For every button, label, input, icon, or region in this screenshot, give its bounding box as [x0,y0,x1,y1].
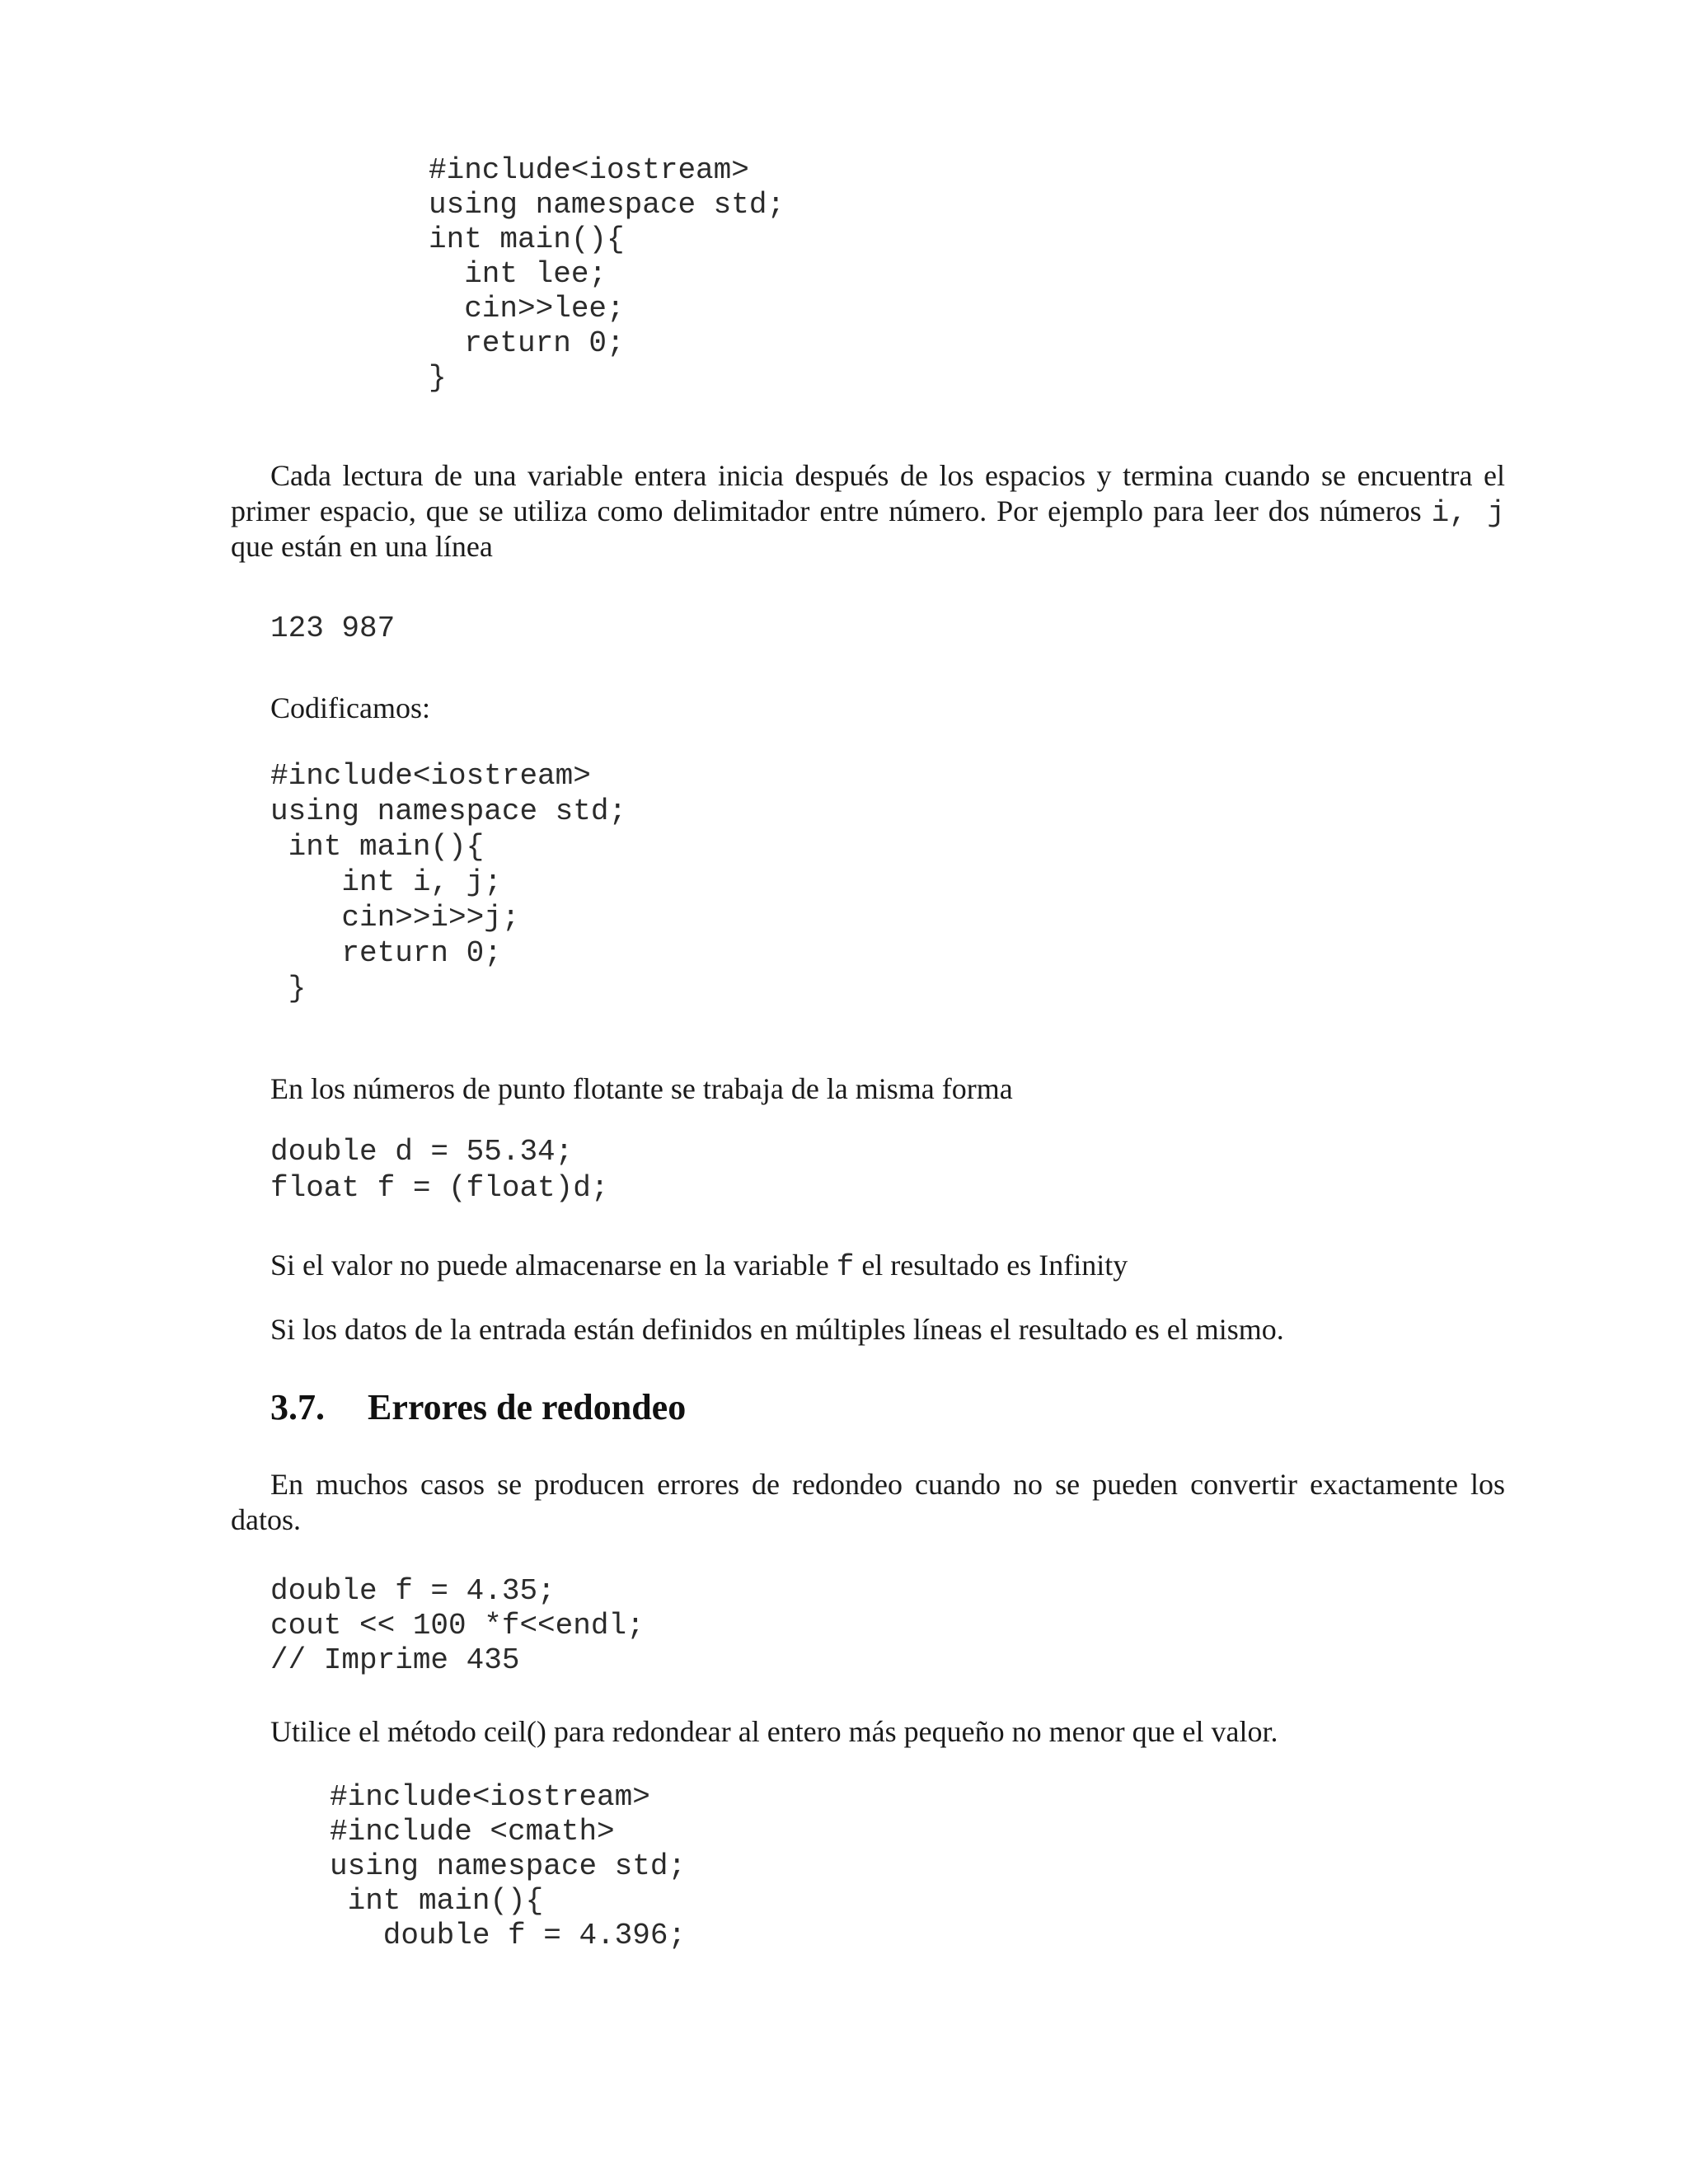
code-block-read-int [429,153,785,396]
code-line: cin>>lee; [429,292,625,326]
paragraph-line: datos. [231,1503,301,1536]
code-line: cin>>i>>j; [270,901,520,935]
inline-code: f [836,1250,855,1284]
code-line: #include<iostream> [330,1780,650,1814]
code-line: // Imprime 435 [270,1643,520,1677]
code-line: int i, j; [270,865,502,899]
code-block-float-cast [270,1134,608,1207]
paragraph-line: que están en una línea [231,530,493,563]
section-number: 3.7. [270,1387,325,1427]
section-heading [270,1386,686,1429]
code-line: using namespace std; [330,1849,687,1883]
paragraph-ceil: Utilice el método ceil() para redondear al entero más pequeño no menor que el valor. [270,1715,1278,1748]
code-line: int main(){ [330,1884,544,1918]
code-line: int main(){ [429,223,625,256]
code-line: } [429,361,447,395]
paragraph-rounding [231,1467,1505,1538]
code-line: using namespace std; [270,794,627,828]
code-line: int main(){ [270,830,485,864]
code-line: #include<iostream> [429,153,749,187]
code-block-rounding [270,1574,645,1678]
code-line: return 0; [270,936,502,970]
paragraph-line: Cada lectura de una variable entera inicia después de los espacios y termina cuando se encuentra el [270,459,1505,492]
input-example: 123 987 [270,612,396,645]
code-line: cout << 100 *f<<endl; [270,1609,645,1643]
paragraph-float: En los números de punto flotante se trabaja de la misma forma [270,1072,1013,1105]
code-line: using namespace std; [429,188,785,222]
code-line: double d = 55.34; [270,1135,574,1169]
code-line: return 0; [429,326,625,360]
paragraph-infinity: Si el valor no puede almacenarse en la variable f el resultado es Infinity [270,1249,1128,1284]
paragraph-multiline: Si los datos de la entrada están definidos en múltiples líneas el resultado es el mismo. [270,1313,1284,1346]
code-line: #include<iostream> [270,759,591,793]
code-line: double f = 4.35; [270,1574,556,1608]
code-block-read-two-ints [270,758,626,1006]
inline-code: i, j [1431,496,1506,530]
code-block-ceil [330,1780,686,1953]
codificamos-label: Codificamos: [270,691,430,724]
section-title: Errores de redondeo [368,1387,687,1427]
paragraph-line: primer espacio, que se utiliza como delimitador entre número. Por ejemplo para leer dos números [231,494,1422,527]
paragraph-line: En muchos casos se producen errores de redondeo cuando no se pueden convertir exactamente los [270,1468,1505,1501]
code-line: int lee; [429,257,607,291]
code-line: double f = 4.396; [330,1919,687,1952]
paragraph-integer-reading [231,458,1505,565]
code-line: #include <cmath> [330,1815,615,1849]
code-line: } [270,972,307,1005]
code-line: float f = (float)d; [270,1171,609,1205]
